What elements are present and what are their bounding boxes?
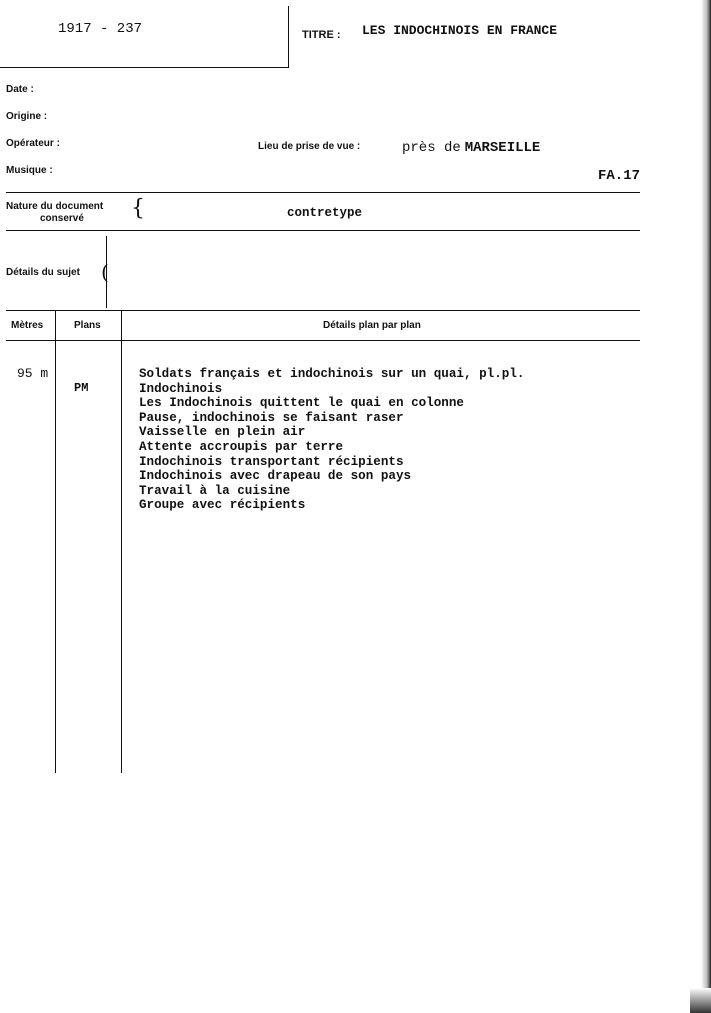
operateur-label: Opérateur :	[6, 138, 60, 149]
nature-label-line1: Nature du document	[6, 201, 104, 212]
reference-number: 1917 - 237	[58, 21, 143, 37]
details-list	[139, 367, 524, 513]
sujet-bottom-rule	[6, 310, 640, 311]
column-separator-1	[55, 311, 56, 773]
list-item: Vaisselle en plein air	[139, 425, 306, 440]
metres-value: 95 m	[17, 366, 49, 381]
origine-label: Origine :	[6, 111, 48, 122]
plans-value: PM	[74, 381, 89, 395]
nature-brace: {	[131, 196, 145, 221]
column-separator-2	[121, 311, 122, 773]
list-item: Travail à la cuisine	[139, 483, 291, 498]
date-label: Date :	[6, 84, 34, 95]
list-item: Soldats français et indochinois sur un quai, pl.pl.	[139, 367, 525, 381]
title-label: TITRE :	[302, 29, 341, 41]
sujet-brace: (	[101, 260, 109, 284]
lieu-label: Lieu de prise de vue :	[258, 141, 361, 152]
scan-edge-shadow	[701, 0, 711, 1013]
list-item: Attente accroupis par terre	[139, 439, 344, 454]
column-header-details: Détails plan par plan	[323, 320, 421, 331]
nature-label-line2: conservé	[40, 213, 84, 224]
list-item: Indochinois avec drapeau de son pays	[139, 469, 412, 484]
catalog-code: FA.17	[598, 168, 641, 184]
sujet-label: Détails du sujet	[6, 267, 80, 278]
header-box-right-border	[288, 6, 289, 68]
table-header-rule	[6, 340, 640, 341]
lieu-prefix: près de	[402, 140, 461, 156]
list-item: Les Indochinois quittent le quai en colonne	[139, 396, 464, 411]
nature-bottom-rule	[6, 230, 640, 231]
list-item: Pause, indochinois se faisant raser	[139, 410, 404, 425]
scan-corner-shadow	[690, 988, 711, 1013]
lieu-value	[402, 138, 540, 156]
list-item: Groupe avec récipients	[139, 498, 306, 513]
list-item: Indochinois	[139, 381, 223, 396]
nature-top-rule	[6, 192, 640, 193]
title-value: LES INDOCHINOIS EN FRANCE	[362, 23, 558, 38]
list-item: Indochinois transportant récipients	[139, 454, 404, 469]
header-box-bottom-border	[0, 67, 289, 68]
nature-value: contretype	[287, 206, 363, 220]
musique-label: Musique :	[6, 165, 53, 176]
lieu-place: MARSEILLE	[464, 140, 541, 156]
column-header-plans: Plans	[74, 320, 101, 331]
column-header-metres: Mètres	[11, 320, 44, 331]
